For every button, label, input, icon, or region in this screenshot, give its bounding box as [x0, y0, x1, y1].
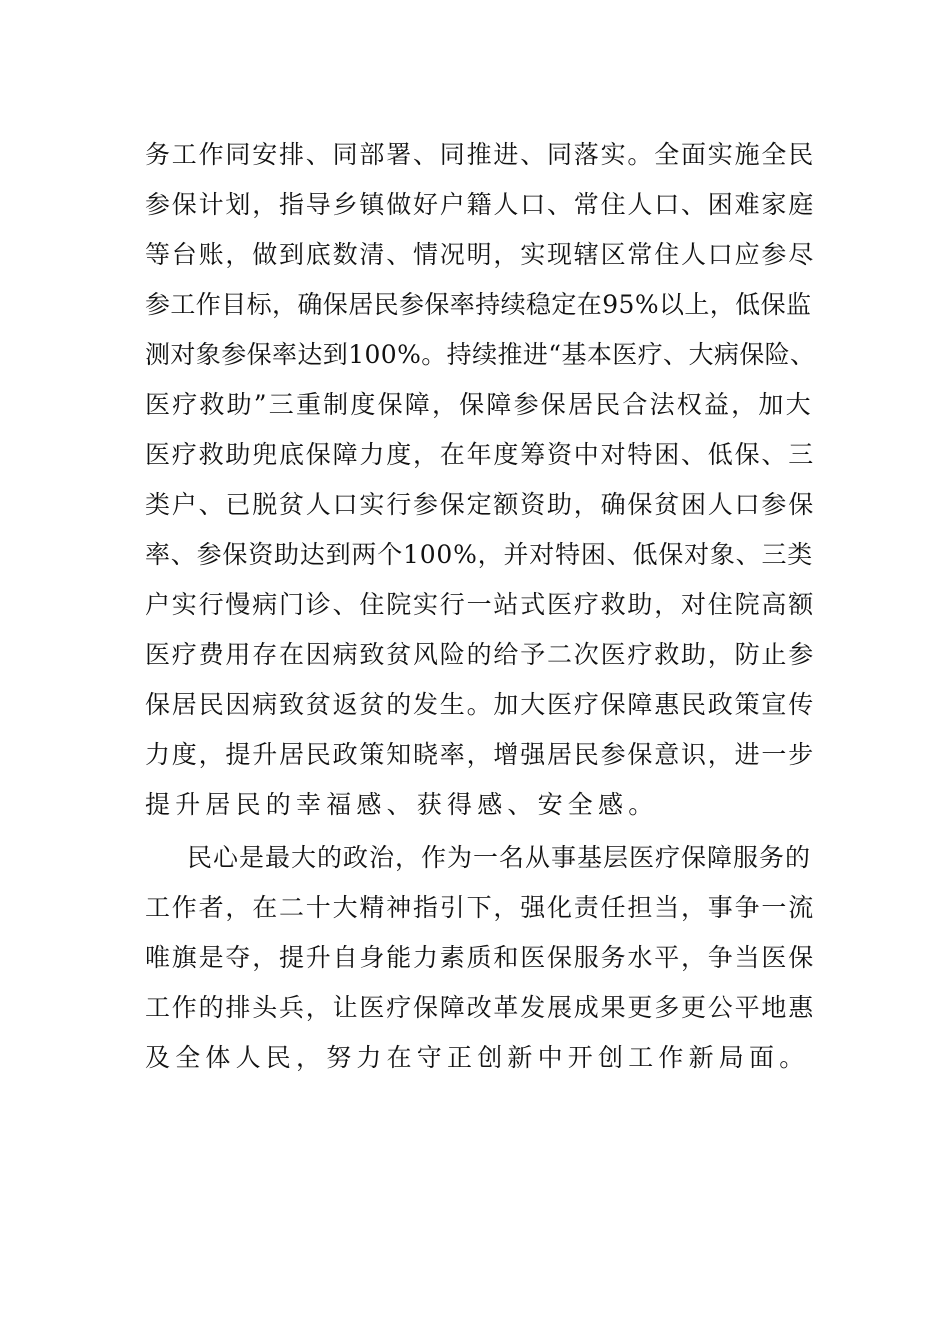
text-line: 率、参保资助达到两个100%，并对特困、低保对象、三类: [145, 540, 814, 569]
text-line: 户实行慢病门诊、住院实行一站式医疗救助，对住院高额: [145, 590, 816, 619]
text-line: 测对象参保率达到100%。持续推进“基本医疗、大病保险、: [145, 340, 816, 369]
text-line: 唯旗是夺，提升自身能力素质和医保服务水平，争当医保: [145, 943, 816, 972]
text-line: 医疗救助”三重制度保障，保障参保居民合法权益，加大: [145, 390, 813, 419]
text-line: 医疗费用存在因病致贫风险的给予二次医疗救助，防止参: [145, 640, 816, 669]
text-line: 参保计划，指导乡镇做好户籍人口、常住人口、困难家庭: [145, 190, 816, 219]
text-line: 及全体人民，努力在守正创新中开创工作新局面。: [145, 1043, 810, 1072]
text-line: 民心是最大的政治，作为一名从事基层医疗保障服务的: [187, 843, 812, 872]
text-line: 等台账，做到底数清、情况明，实现辖区常住人口应参尽: [145, 240, 816, 269]
text-line: 类户、已脱贫人口实行参保定额资助，确保贫困人口参保: [145, 490, 816, 519]
text-line: 保居民因病致贫返贫的发生。加大医疗保障惠民政策宣传: [145, 690, 816, 719]
text-line: 力度，提升居民政策知晓率，增强居民参保意识，进一步: [145, 740, 816, 769]
text-line: 工作者，在二十大精神指引下，强化责任担当，事争一流: [145, 893, 816, 922]
text-line: 务工作同安排、同部署、同推进、同落实。全面实施全民: [145, 140, 816, 169]
text-line: 提升居民的幸福感、获得感、安全感。: [145, 790, 659, 819]
paragraph-medical-insurance-work: [145, 130, 815, 830]
text-line: 参工作目标，确保居民参保率持续稳定在95%以上，低保监: [145, 290, 812, 319]
text-line: 医疗救助兜底保障力度，在年度筹资中对特困、低保、三: [145, 440, 816, 469]
text-line: 工作的排头兵，让医疗保障改革发展成果更多更公平地惠: [145, 993, 816, 1022]
paragraph-conclusion: [145, 833, 815, 1083]
